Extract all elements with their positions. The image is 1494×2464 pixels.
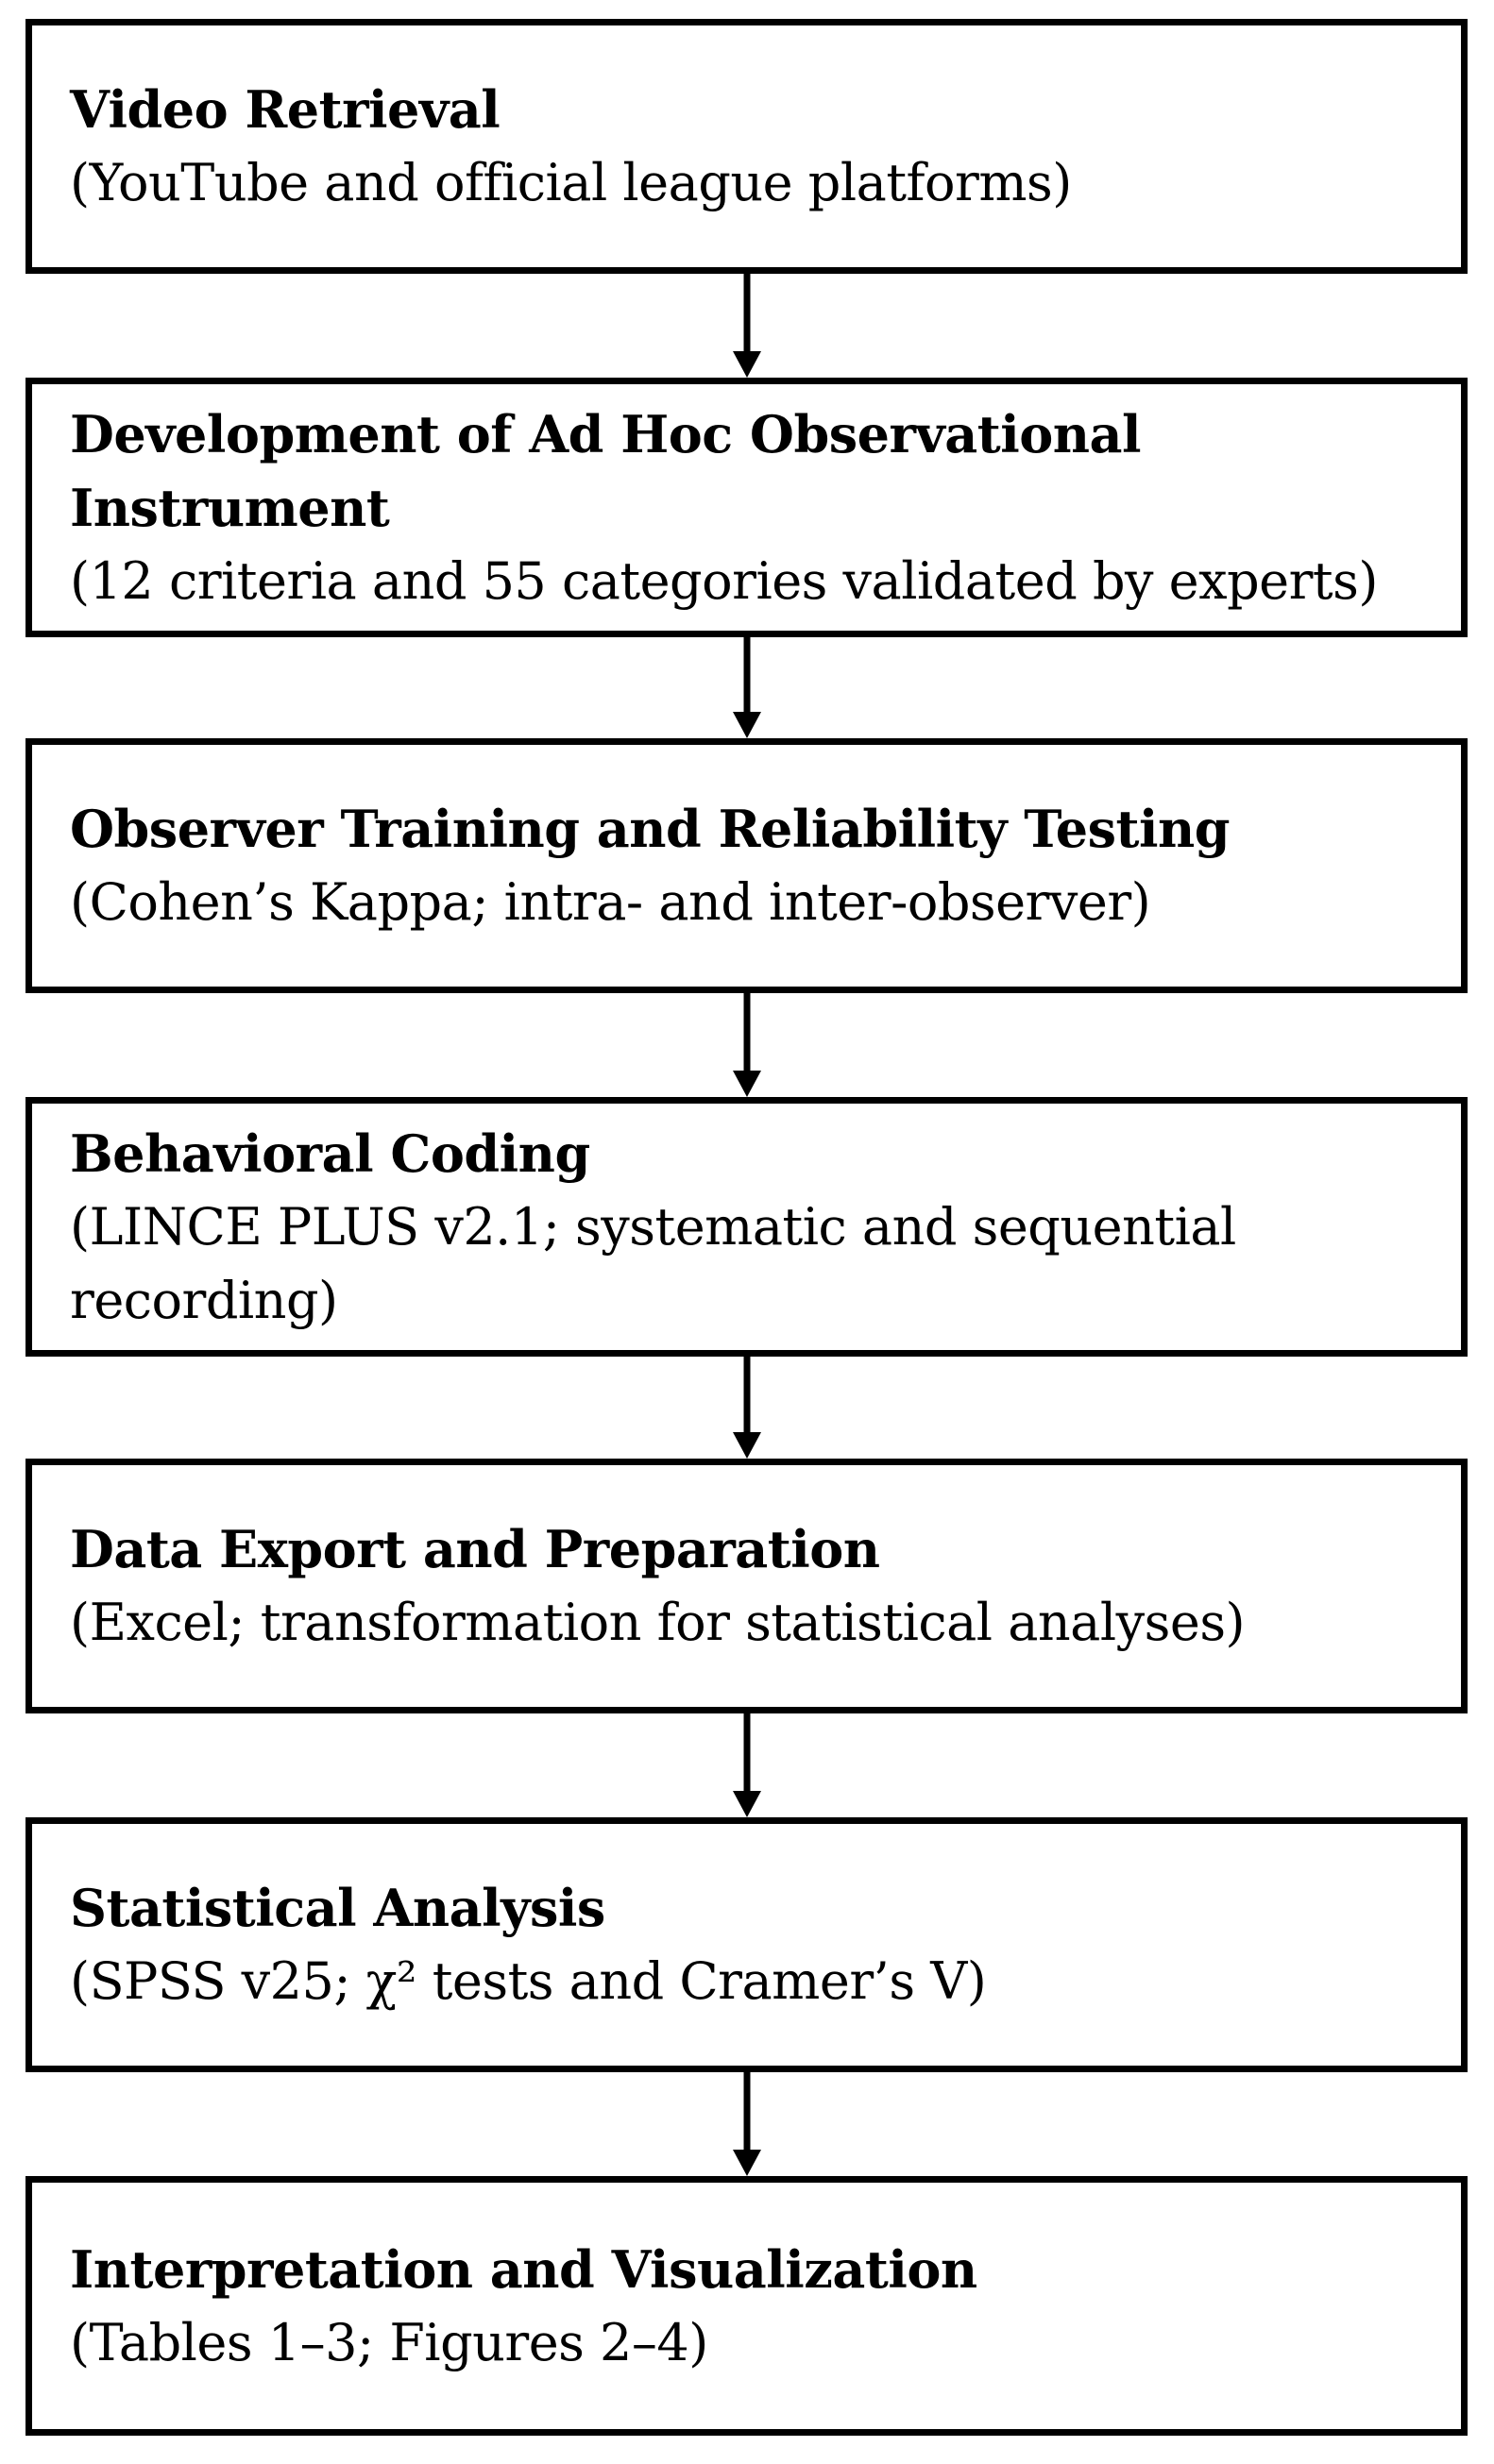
step-title: Development of Ad Hoc Observational Instrument — [70, 403, 1142, 538]
step-video-retrieval-box — [25, 19, 1468, 274]
step-interpretation-box — [25, 2176, 1468, 2436]
step-title: Behavioral Coding — [70, 1122, 590, 1184]
step-observer-training-box — [25, 738, 1468, 993]
step-title: Interpretation and Visualization — [70, 2238, 977, 2300]
arrow-1 — [733, 274, 761, 378]
step-behavioral-coding-box — [25, 1097, 1468, 1357]
step-subtitle: (YouTube and official league platforms) — [70, 153, 1072, 212]
arrow-3 — [733, 993, 761, 1097]
step-data-export-box — [25, 1459, 1468, 1713]
step-subtitle: (Tables 1–3; Figures 2–4) — [70, 2312, 708, 2372]
arrow-6 — [733, 2072, 761, 2176]
step-subtitle: (LINCE PLUS v2.1; systematic and sequential recording) — [70, 1196, 1236, 1330]
step-subtitle: (SPSS v25; χ² tests and Cramer’s V) — [70, 1951, 987, 2011]
step-instrument-development-box — [25, 378, 1468, 637]
arrow-4 — [733, 1357, 761, 1459]
step-title: Video Retrieval — [70, 79, 501, 140]
step-title: Statistical Analysis — [70, 1878, 605, 1938]
arrow-5 — [733, 1713, 761, 1817]
arrow-2 — [733, 637, 761, 738]
step-title: Observer Training and Reliability Testing — [70, 799, 1230, 859]
step-title: Data Export and Preparation — [70, 1519, 880, 1579]
step-statistical-analysis-box — [25, 1817, 1468, 2072]
step-subtitle: (Excel; transformation for statistical analyses) — [70, 1593, 1246, 1652]
step-subtitle: (Cohen’s Kappa; intra- and inter-observer) — [70, 872, 1151, 932]
step-subtitle: (12 criteria and 55 categories validated by experts) — [70, 550, 1378, 611]
